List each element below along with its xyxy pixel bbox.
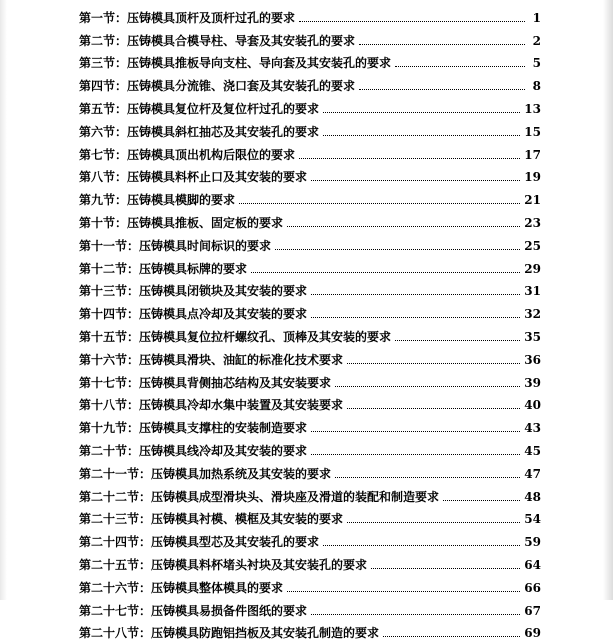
toc-dot-leader	[335, 386, 520, 387]
toc-entry-page-number: 32	[524, 307, 541, 322]
toc-entry-title: 第二十七节：压铸模具易损备件图纸的要求	[79, 603, 308, 618]
toc-entry-page-number: 19	[524, 170, 541, 185]
toc-entry[interactable]	[79, 345, 541, 368]
toc-entry-page-number: 45	[524, 443, 541, 458]
toc-entry-page-number: 29	[524, 261, 541, 276]
toc-entry[interactable]	[79, 527, 541, 550]
toc-dot-leader	[395, 340, 520, 341]
toc-entry-title: 第十一节：压铸模具时间标识的要求	[79, 238, 272, 253]
toc-entry[interactable]	[79, 163, 541, 186]
toc-entry-title: 第二十六节：压铸模具整体模具的要求	[79, 580, 284, 595]
toc-entry[interactable]	[79, 619, 541, 641]
toc-dot-leader	[287, 226, 520, 227]
toc-dot-leader	[311, 294, 520, 295]
toc-dot-leader	[299, 158, 520, 159]
toc-entry-title: 第二十八节：压铸模具防跑铝挡板及其安装孔制造的要求	[79, 626, 380, 641]
toc-entry[interactable]	[79, 185, 541, 208]
toc-entry-title: 第十四节：压铸模具点冷却及其安装的要求	[79, 307, 308, 322]
page-edge-shadow-right	[603, 0, 613, 600]
toc-entry-title: 第八节：压铸模具料杯止口及其安装的要求	[79, 170, 308, 185]
toc-entry[interactable]	[79, 505, 541, 528]
toc-entry-page-number: 48	[524, 489, 541, 504]
toc-dot-leader	[251, 272, 520, 273]
page-edge-shadow-left	[0, 0, 7, 600]
toc-dot-leader	[359, 44, 525, 45]
toc-entry-title: 第十八节：压铸模具冷却水集中装置及其安装要求	[79, 398, 344, 413]
toc-entry-page-number: 43	[524, 421, 541, 436]
toc-entry-page-number: 21	[524, 193, 541, 208]
toc-entry[interactable]	[79, 413, 541, 436]
toc-entry[interactable]	[79, 368, 541, 391]
toc-entry-page-number: 64	[524, 557, 541, 572]
toc-entry-page-number: 15	[524, 124, 541, 139]
toc-entry-page-number: 69	[524, 626, 541, 641]
toc-entry-title: 第十九节：压铸模具支撑柱的安装制造要求	[79, 421, 308, 436]
toc-entry[interactable]	[79, 573, 541, 596]
toc-entry[interactable]	[79, 322, 541, 345]
toc-dot-leader	[347, 408, 520, 409]
toc-entry-page-number: 17	[524, 147, 541, 162]
toc-entry[interactable]	[79, 391, 541, 414]
toc-entry[interactable]	[79, 3, 541, 26]
toc-dot-leader	[359, 89, 525, 90]
toc-entry[interactable]	[79, 299, 541, 322]
toc-dot-leader	[323, 545, 520, 546]
toc-entry-page-number: 31	[524, 284, 541, 299]
toc-entry-title: 第九节：压铸模具模脚的要求	[79, 193, 236, 208]
toc-entry-page-number: 54	[524, 512, 541, 527]
toc-dot-leader	[335, 477, 520, 478]
toc-entry-title: 第二十三节：压铸模具衬模、模框及其安装的要求	[79, 512, 344, 527]
toc-entry[interactable]	[79, 550, 541, 573]
toc-entry[interactable]	[79, 254, 541, 277]
toc-entry-page-number: 25	[524, 238, 541, 253]
toc-entry[interactable]	[79, 459, 541, 482]
toc-entry-page-number: 59	[524, 535, 541, 550]
toc-dot-leader	[443, 500, 520, 501]
toc-dot-leader	[383, 636, 520, 637]
toc-entry[interactable]	[79, 26, 541, 49]
toc-dot-leader	[311, 180, 520, 181]
toc-entry[interactable]	[79, 49, 541, 72]
toc-entry-title: 第六节：压铸模具斜杠抽芯及其安装孔的要求	[79, 124, 320, 139]
toc-dot-leader	[299, 21, 525, 22]
toc-dot-leader	[323, 135, 520, 136]
toc-dot-leader	[275, 249, 520, 250]
toc-entry-page-number: 40	[524, 398, 541, 413]
toc-entry-page-number: 36	[524, 352, 541, 367]
toc-entry-page-number: 67	[524, 603, 541, 618]
toc-entry-title: 第一节：压铸模具顶杆及顶杆过孔的要求	[79, 10, 296, 25]
toc-entry[interactable]	[79, 71, 541, 94]
toc-entry-page-number: 8	[532, 79, 541, 94]
toc-entry-page-number: 2	[532, 33, 541, 48]
toc-entry[interactable]	[79, 482, 541, 505]
toc-entry[interactable]	[79, 208, 541, 231]
toc-entry-title: 第二十一节：压铸模具加热系统及其安装的要求	[79, 466, 332, 481]
toc-entry-title: 第四节：压铸模具分流锥、浇口套及其安装孔的要求	[79, 79, 356, 94]
toc-entry-title: 第十六节：压铸模具滑块、油缸的标准化技术要求	[79, 352, 344, 367]
toc-entry[interactable]	[79, 140, 541, 163]
toc-entry-title: 第五节：压铸模具复位杆及复位杆过孔的要求	[79, 101, 320, 116]
toc-dot-leader	[323, 112, 520, 113]
toc-dot-leader	[371, 568, 520, 569]
toc-entry-title: 第十节：压铸模具推板、固定板的要求	[79, 215, 284, 230]
toc-dot-leader	[239, 203, 520, 204]
toc-dot-leader	[287, 591, 520, 592]
toc-dot-leader	[311, 317, 520, 318]
toc-dot-leader	[311, 454, 520, 455]
toc-entry-title: 第二十二节：压铸模具成型滑块头、滑块座及滑道的装配和制造要求	[79, 489, 440, 504]
toc-entry-title: 第二十节：压铸模具线冷却及其安装的要求	[79, 443, 308, 458]
toc-entry-title: 第二节：压铸模具合模导柱、导套及其安装孔的要求	[79, 33, 356, 48]
toc-entry-page-number: 1	[532, 10, 541, 25]
toc-entry-title: 第十七节：压铸模具背侧抽芯结构及其安装要求	[79, 375, 332, 390]
toc-entry-title: 第十二节：压铸模具标牌的要求	[79, 261, 248, 276]
toc-entry-title: 第十五节：压铸模具复位拉杆螺纹孔、顶棒及其安装的要求	[79, 329, 392, 344]
toc-entry-title: 第二十四节：压铸模具型芯及其安装孔的要求	[79, 535, 320, 550]
toc-dot-leader	[347, 522, 520, 523]
toc-entry-page-number: 47	[524, 466, 541, 481]
toc-entry-page-number: 13	[524, 101, 541, 116]
toc-entry[interactable]	[79, 231, 541, 254]
toc-entry-page-number: 35	[524, 329, 541, 344]
toc-entry[interactable]	[79, 94, 541, 117]
toc-entry[interactable]	[79, 277, 541, 300]
toc-dot-leader	[395, 66, 525, 67]
toc-entry-page-number: 23	[524, 215, 541, 230]
toc-dot-leader	[311, 431, 520, 432]
toc-entry-title: 第三节：压铸模具推板导向支柱、导向套及其安装孔的要求	[79, 56, 392, 71]
toc-entry[interactable]	[79, 117, 541, 140]
toc-entry-title: 第十三节：压铸模具闭锁块及其安装的要求	[79, 284, 308, 299]
toc-entry-page-number: 66	[524, 580, 541, 595]
table-of-contents	[79, 3, 541, 641]
toc-dot-leader	[311, 614, 520, 615]
toc-entry-title: 第七节：压铸模具顶出机构后限位的要求	[79, 147, 296, 162]
toc-entry-page-number: 5	[532, 56, 541, 71]
toc-dot-leader	[347, 363, 520, 364]
toc-entry-title: 第二十五节：压铸模具料杯堵头衬块及其安装孔的要求	[79, 557, 368, 572]
toc-entry[interactable]	[79, 436, 541, 459]
toc-entry-page-number: 39	[524, 375, 541, 390]
toc-entry[interactable]	[79, 596, 541, 619]
